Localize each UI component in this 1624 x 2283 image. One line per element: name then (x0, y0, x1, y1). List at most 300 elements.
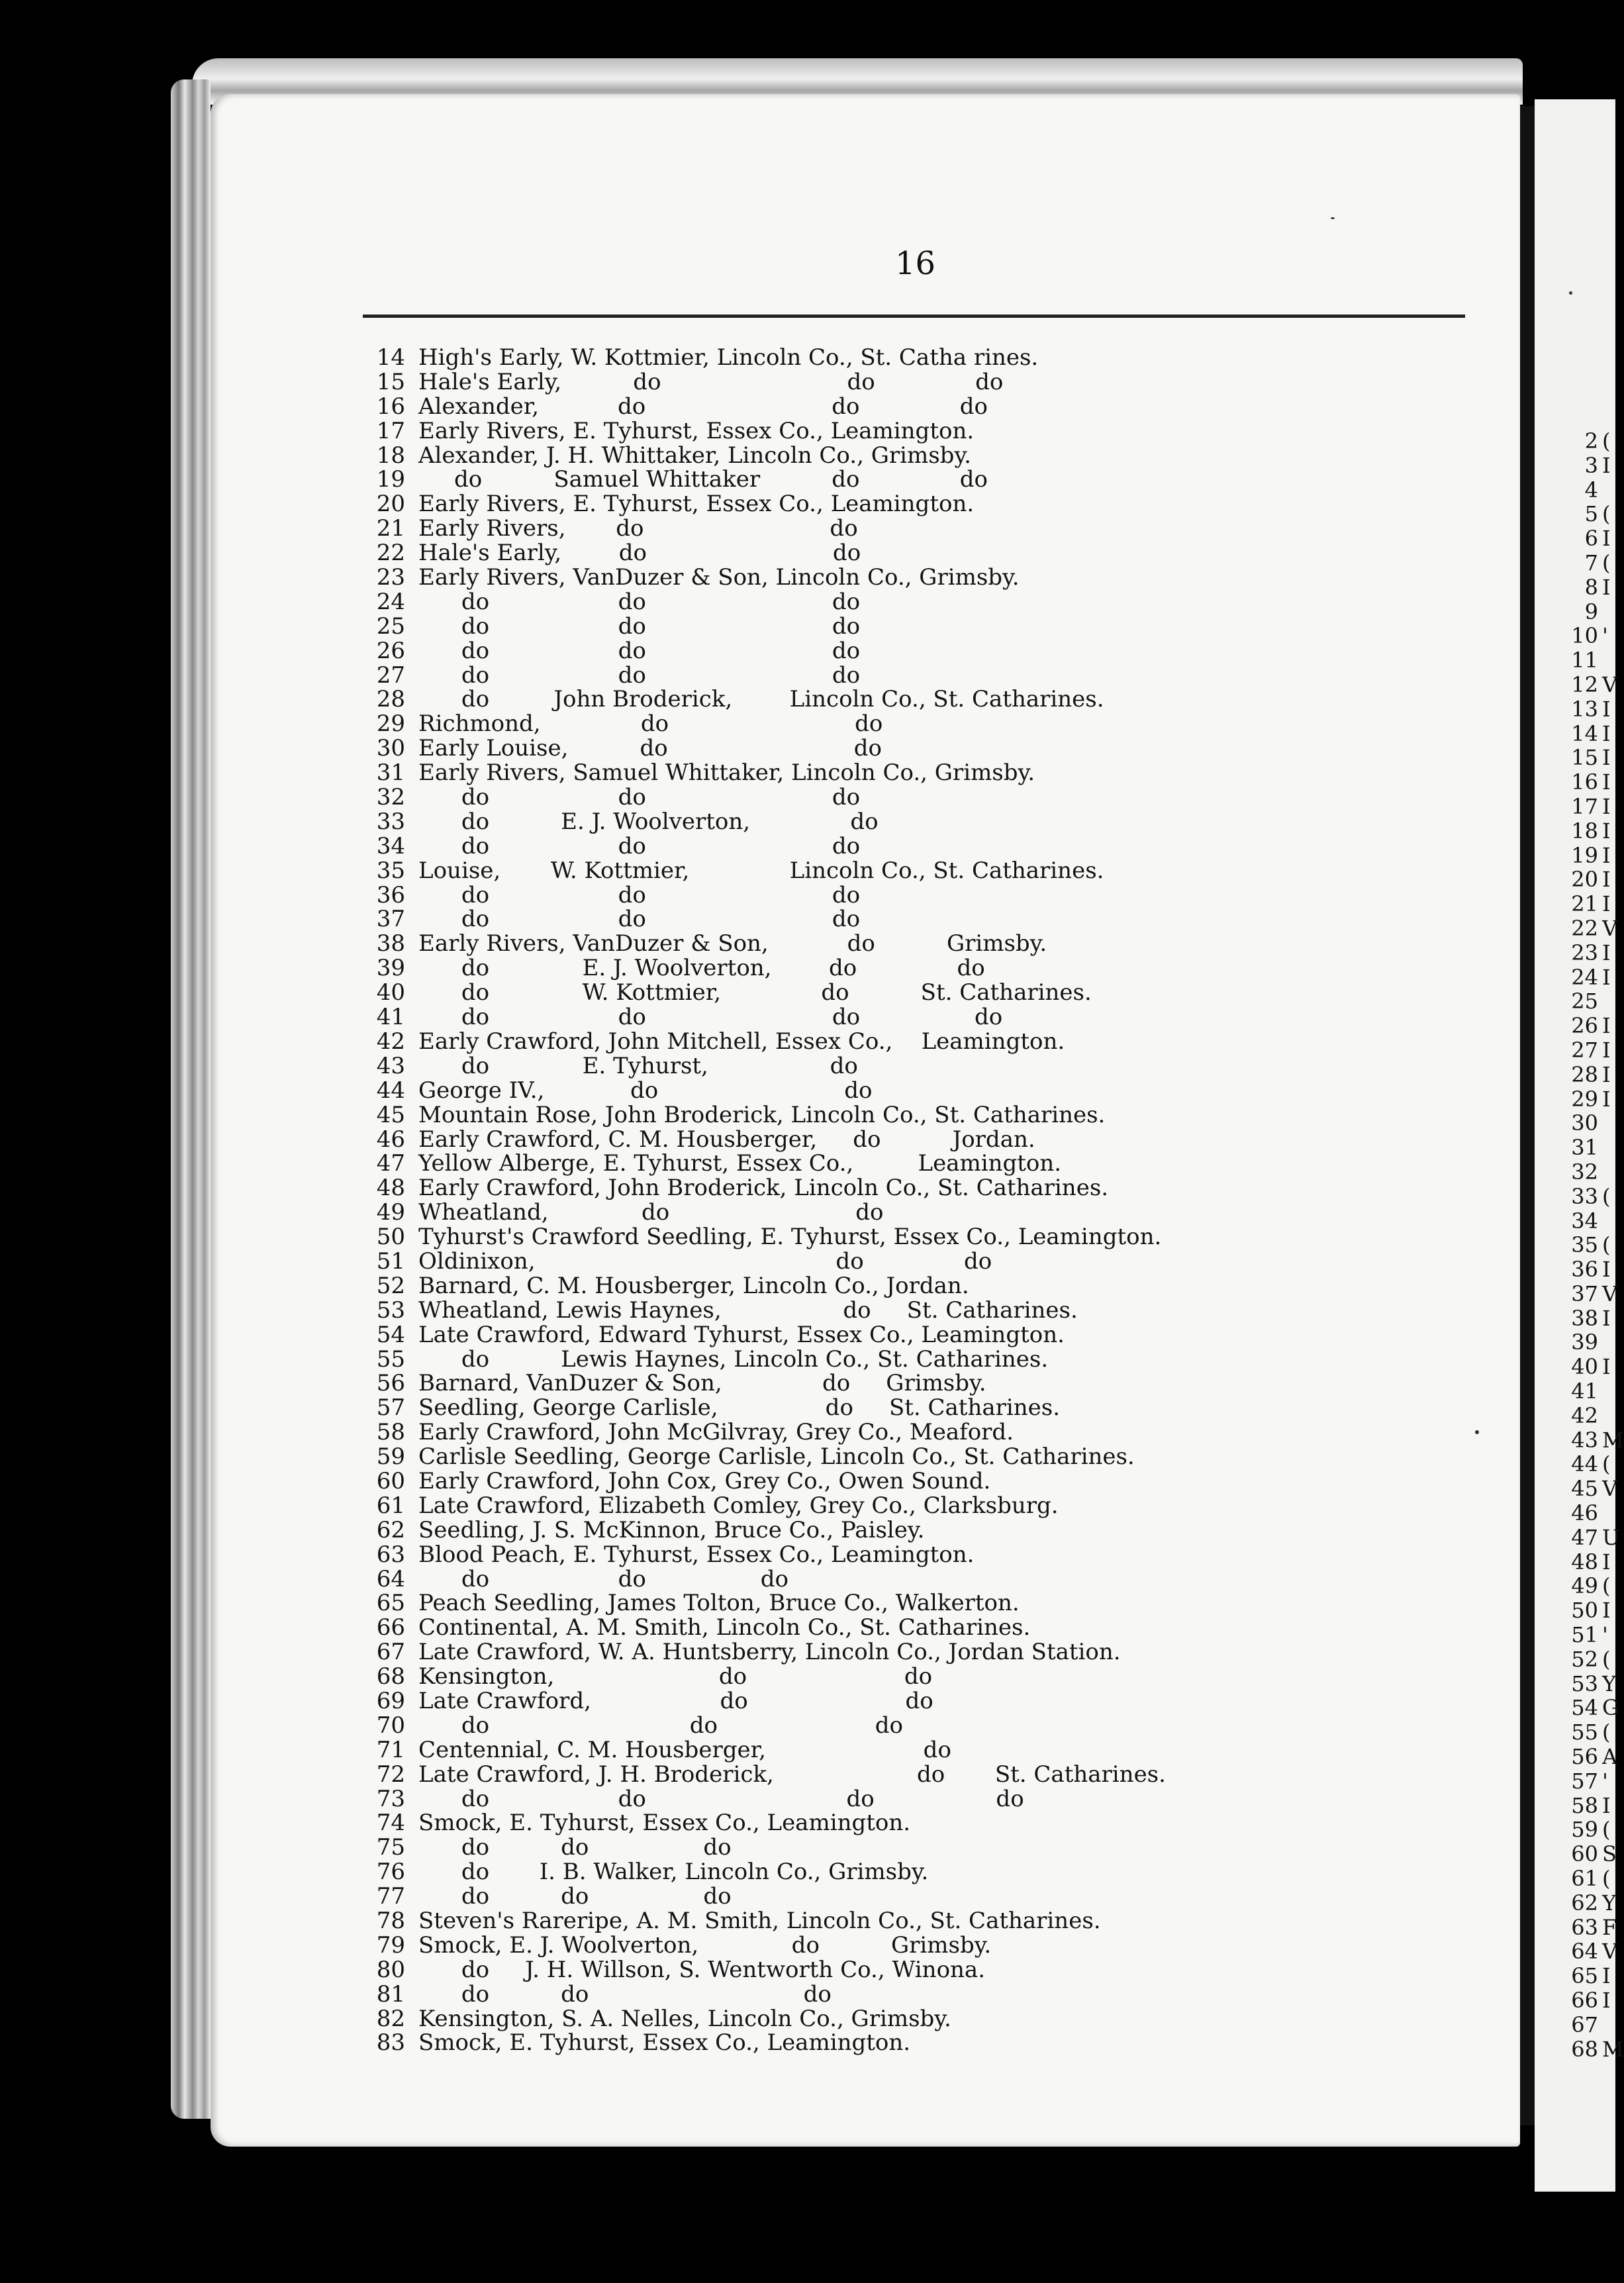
entry-number: 66 (376, 1614, 405, 1641)
right-page-list-item (1537, 916, 1624, 941)
right-page-list-item (1537, 1038, 1624, 1063)
right-entry-text: ( (1602, 428, 1611, 454)
right-entry-text: I (1602, 696, 1611, 722)
right-page-list-item (1537, 867, 1624, 892)
entry-text: do do do (418, 1565, 789, 1592)
right-entry-text: I (1602, 1013, 1611, 1039)
entry-number: 38 (376, 930, 405, 957)
right-entry-text: I (1602, 1549, 1611, 1575)
right-page-list-item (1537, 1964, 1624, 1988)
entry-text: High's Early, W. Kottmier, Lincoln Co., St. Catha rines. (418, 344, 1039, 371)
right-entry-number: 39 (1571, 1330, 1598, 1355)
right-entry-number: 34 (1571, 1208, 1598, 1234)
right-entry-number: 17 (1571, 793, 1598, 819)
list-item (368, 565, 1494, 590)
entry-text: Tyhurst's Crawford Seedling, E. Tyhurst, Essex Co., Leamington. (418, 1224, 1162, 1251)
right-page-list-item (1537, 770, 1624, 795)
right-entry-number: 35 (1571, 1232, 1598, 1258)
right-entry-text: ( (1602, 1866, 1611, 1892)
entry-number: 41 (376, 1004, 405, 1031)
entry-text: do do do (418, 906, 861, 933)
entry-number: 54 (376, 1321, 405, 1348)
right-entry-text: V (1602, 1939, 1618, 1965)
right-entry-number: 18 (1571, 818, 1598, 844)
entry-number: 20 (376, 491, 405, 518)
right-entry-number: 60 (1571, 1841, 1598, 1867)
list-item (368, 1469, 1494, 1494)
right-entry-number: 15 (1571, 745, 1598, 771)
list-item (368, 1933, 1494, 1958)
entry-text: do do do (418, 832, 861, 859)
right-entry-text: I (1602, 745, 1611, 771)
list-item (368, 1396, 1494, 1420)
right-page-list-item (1537, 965, 1624, 990)
right-page-list-item (1537, 1404, 1624, 1428)
entry-text: Early Crawford, John Cox, Grey Co., Owen Sound. (418, 1467, 991, 1494)
entry-number: 78 (376, 1908, 405, 1934)
entry-text: Continental, A. M. Smith, Lincoln Co., St. Catharines. (418, 1614, 1031, 1641)
entry-text: Early Rivers, VanDuzer & Son, Lincoln Co., Grimsby. (418, 564, 1020, 591)
list-item (368, 883, 1494, 908)
right-entry-text: I (1602, 1037, 1611, 1063)
right-page-list-item (1537, 1330, 1624, 1355)
right-entry-text: S (1602, 1841, 1617, 1867)
entry-text: George IV., do do (418, 1077, 873, 1104)
list-item (368, 1420, 1494, 1445)
right-entry-text: ' (1602, 1768, 1608, 1794)
entry-text: Carlisle Seedling, George Carlisle, Lincoln Co., St. Catharines. (418, 1443, 1135, 1471)
entry-text: do E. Tyhurst, do (418, 1052, 858, 1079)
right-entry-number: 6 (1584, 526, 1598, 552)
right-page-list-item (1537, 746, 1624, 770)
right-page-list-item (1537, 1939, 1624, 1964)
entry-text: do Samuel Whittaker do do (418, 466, 988, 493)
right-entry-number: 20 (1571, 867, 1598, 893)
right-entry-text: I (1602, 1598, 1611, 1624)
right-entry-number: 31 (1571, 1135, 1598, 1161)
right-page-list-item (1537, 697, 1624, 722)
entry-number: 46 (376, 1126, 405, 1153)
list-item (368, 1103, 1494, 1128)
list-item (368, 1371, 1494, 1396)
right-entry-text: ( (1602, 1451, 1611, 1477)
entry-number: 49 (376, 1199, 405, 1226)
right-entry-number: 40 (1571, 1354, 1598, 1380)
right-page-list-item (1537, 844, 1624, 868)
entry-number: 76 (376, 1859, 405, 1886)
entry-text: Smock, E. J. Woolverton, do Grimsby. (418, 1931, 992, 1959)
right-page-list-item (1537, 1720, 1624, 1745)
right-page-list-item (1537, 892, 1624, 916)
right-entry-text: ' (1602, 623, 1608, 649)
right-page-list-item (1537, 600, 1624, 624)
list-item (368, 1982, 1494, 2007)
list-item (368, 1811, 1494, 1835)
right-entry-number: 28 (1571, 1061, 1598, 1087)
entry-text: do do do do (418, 1785, 1024, 1812)
list-item (368, 444, 1494, 468)
right-entry-text: A (1602, 1744, 1618, 1770)
right-entry-number: 25 (1571, 989, 1598, 1014)
right-page-list-item (1537, 502, 1624, 526)
entry-text: Late Crawford, Elizabeth Comley, Grey Co., Clarksburg. (418, 1492, 1059, 1519)
entry-text: Wheatland, Lewis Haynes, do St. Catharines. (418, 1296, 1078, 1324)
right-page-list-item (1537, 624, 1624, 648)
right-page-list-item (1537, 1574, 1624, 1598)
entry-number: 71 (376, 1736, 405, 1763)
right-entry-number: 38 (1571, 1305, 1598, 1331)
right-entry-number: 50 (1571, 1598, 1598, 1624)
right-entry-number: 7 (1584, 550, 1598, 575)
entry-text: do do do (418, 1712, 903, 1739)
right-page-list-item (1537, 1867, 1624, 1891)
entry-number: 81 (376, 1980, 405, 2008)
entry-text: Late Crawford, do do (418, 1687, 933, 1714)
right-page-list-item (1537, 2013, 1624, 2037)
right-entry-text: ( (1602, 1232, 1611, 1258)
list-item (368, 541, 1494, 565)
right-page-list-item (1537, 673, 1624, 697)
right-entry-number: 55 (1571, 1720, 1598, 1745)
right-page-list-item (1537, 478, 1624, 503)
right-entry-number: 62 (1571, 1890, 1598, 1916)
right-page-list-item (1537, 1111, 1624, 1136)
list-item (368, 1323, 1494, 1347)
entry-number: 28 (376, 686, 405, 713)
entry-text: do do do (418, 588, 861, 615)
list-item (368, 395, 1494, 419)
right-page-list-item (1537, 1550, 1624, 1575)
entry-number: 15 (376, 368, 405, 395)
entry-text: Wheatland, do do (418, 1199, 884, 1226)
right-entry-text: I (1602, 793, 1611, 819)
list-item (368, 1225, 1494, 1249)
right-entry-text: I (1602, 1354, 1611, 1380)
right-entry-number: 2 (1584, 428, 1598, 454)
right-entry-number: 57 (1571, 1768, 1598, 1794)
entry-number: 34 (376, 832, 405, 859)
entry-number: 44 (376, 1077, 405, 1104)
right-page-list-item (1537, 1672, 1624, 1696)
list-item (368, 639, 1494, 663)
list-item (368, 834, 1494, 859)
entry-text: Blood Peach, E. Tyhurst, Essex Co., Leamington. (418, 1541, 975, 1568)
right-page-list-item (1537, 1891, 1624, 1916)
right-entry-number: 23 (1571, 940, 1598, 965)
right-page-list-item (1537, 1160, 1624, 1185)
list-item (368, 2007, 1494, 2031)
right-page-list-item (1537, 989, 1624, 1014)
list-item (368, 1494, 1494, 1518)
right-entry-text: ( (1602, 1573, 1611, 1599)
list-item (368, 1860, 1494, 1884)
entry-number: 40 (376, 979, 405, 1006)
right-entry-text: M (1602, 2036, 1624, 2062)
right-entry-number: 63 (1571, 1914, 1598, 1940)
right-entry-text: Y (1602, 1671, 1617, 1696)
right-page-list-item (1537, 1136, 1624, 1160)
entry-text: Late Crawford, W. A. Huntsberry, Lincoln Co., Jordan Station. (418, 1639, 1121, 1666)
entry-text: do do do (418, 612, 861, 640)
entry-number: 17 (376, 417, 405, 444)
entry-text: Early Rivers, Samuel Whittaker, Lincoln Co., Grimsby. (418, 759, 1035, 787)
right-page-list-item (1537, 1282, 1624, 1306)
right-entry-number: 9 (1584, 599, 1598, 624)
entry-text: Seedling, George Carlisle, do St. Catharines. (418, 1394, 1061, 1422)
entry-text: do E. J. Woolverton, do do (418, 955, 985, 982)
list-item (368, 2031, 1494, 2055)
paper-speck (1569, 291, 1572, 295)
right-page-list-item (1537, 941, 1624, 965)
right-entry-number: 46 (1571, 1500, 1598, 1526)
right-page-list-item (1537, 1233, 1624, 1257)
right-entry-text: I (1602, 940, 1611, 965)
list-item (368, 1689, 1494, 1714)
entry-number: 52 (376, 1272, 405, 1299)
entry-number: 77 (376, 1883, 405, 1910)
right-entry-text: V (1602, 1281, 1618, 1306)
right-entry-number: 4 (1584, 477, 1598, 503)
right-entry-number: 45 (1571, 1476, 1598, 1502)
entry-text: Late Crawford, J. H. Broderick, do St. Catharines. (418, 1761, 1166, 1788)
right-entry-number: 21 (1571, 891, 1598, 917)
entry-number: 27 (376, 661, 405, 689)
right-page-list-item (1537, 1598, 1624, 1623)
list-item (368, 492, 1494, 516)
entry-number: 62 (376, 1516, 405, 1543)
list-item (368, 614, 1494, 639)
entry-text: do I. B. Walker, Lincoln Co., Grimsby. (418, 1859, 929, 1886)
entry-list (368, 346, 1494, 2055)
list-item (368, 1591, 1494, 1616)
entry-number: 33 (376, 808, 405, 835)
list-item (368, 859, 1494, 883)
list-item (368, 1151, 1494, 1176)
right-entry-text: I (1602, 1257, 1611, 1283)
entry-text: do John Broderick, Lincoln Co., St. Catharines. (418, 686, 1104, 713)
entry-text: Smock, E. Tyhurst, Essex Co., Leamington. (418, 1810, 911, 1837)
entry-text: Early Crawford, John Mitchell, Essex Co., Leamington. (418, 1028, 1065, 1055)
right-entry-text: ( (1602, 1646, 1611, 1672)
entry-text: Hale's Early, do do do (418, 368, 1004, 395)
right-entry-number: 48 (1571, 1549, 1598, 1575)
entry-number: 43 (376, 1052, 405, 1079)
book-page-edges (171, 79, 211, 2119)
right-page-list-item (1537, 1257, 1624, 1282)
list-item (368, 687, 1494, 712)
entry-text: do do do (418, 661, 861, 689)
entry-number: 80 (376, 1956, 405, 1983)
list-item (368, 1005, 1494, 1030)
entry-number: 60 (376, 1467, 405, 1494)
right-page-list-item (1537, 551, 1624, 575)
right-entry-number: 29 (1571, 1086, 1598, 1112)
right-page-list-item (1537, 648, 1624, 673)
right-entry-number: 43 (1571, 1427, 1598, 1453)
right-page-list-item (1537, 1988, 1624, 2013)
right-entry-number: 61 (1571, 1866, 1598, 1892)
right-entry-text: I (1602, 1061, 1611, 1087)
entry-text: Mountain Rose, John Broderick, Lincoln Co., St. Catharines. (418, 1101, 1106, 1128)
right-entry-text: I (1602, 526, 1611, 552)
right-entry-text: U (1602, 1524, 1620, 1550)
list-item (368, 1128, 1494, 1152)
paper-speck (1331, 217, 1335, 219)
right-entry-text: I (1602, 720, 1611, 746)
right-page-list-item (1537, 1355, 1624, 1379)
entry-text: do do do (418, 1834, 732, 1861)
right-page-list-item (1537, 1745, 1624, 1769)
list-item (368, 1030, 1494, 1054)
entry-number: 16 (376, 393, 405, 420)
entry-number: 22 (376, 540, 405, 567)
entry-number: 75 (376, 1834, 405, 1861)
right-page-list-item (1537, 1185, 1624, 1209)
right-entry-text: Y (1602, 1890, 1617, 1916)
right-entry-text: I (1602, 1792, 1611, 1818)
list-item (368, 1543, 1494, 1567)
list-item (368, 1298, 1494, 1323)
right-entry-text: I (1602, 1305, 1611, 1331)
entry-text: Barnard, VanDuzer & Son, do Grimsby. (418, 1370, 986, 1397)
right-page-list-item (1537, 1647, 1624, 1672)
right-entry-number: 51 (1571, 1622, 1598, 1648)
right-entry-text: ( (1602, 550, 1611, 575)
right-entry-number: 22 (1571, 915, 1598, 941)
entry-text: Peach Seedling, James Tolton, Bruce Co., Walkerton. (418, 1590, 1020, 1617)
list-item (368, 590, 1494, 614)
list-item (368, 1445, 1494, 1469)
entry-text: Early Rivers, E. Tyhurst, Essex Co., Leamington. (418, 417, 975, 444)
right-entry-text: I (1602, 1988, 1611, 2013)
list-item (368, 1787, 1494, 1812)
right-entry-text: I (1602, 964, 1611, 990)
entry-number: 42 (376, 1028, 405, 1055)
entry-number: 32 (376, 784, 405, 811)
right-page-list-item (1537, 1818, 1624, 1842)
book-gutter (1520, 106, 1535, 2125)
list-item (368, 712, 1494, 736)
entry-number: 50 (376, 1224, 405, 1251)
entry-number: 21 (376, 515, 405, 542)
right-entry-number: 12 (1571, 671, 1598, 697)
entry-number: 70 (376, 1712, 405, 1739)
right-page-list-item (1537, 1087, 1624, 1112)
right-entry-number: 64 (1571, 1939, 1598, 1965)
right-entry-text: ( (1602, 501, 1611, 527)
list-item (368, 1274, 1494, 1298)
entry-number: 31 (376, 759, 405, 787)
entry-number: 56 (376, 1370, 405, 1397)
right-page-list-item (1537, 1842, 1624, 1867)
entry-text: Smock, E. Tyhurst, Essex Co., Leamington. (418, 2029, 911, 2057)
list-item (368, 1518, 1494, 1543)
entry-number: 67 (376, 1639, 405, 1666)
list-item (368, 1249, 1494, 1274)
right-entry-text: I (1602, 1963, 1611, 1989)
right-entry-number: 11 (1571, 648, 1598, 673)
right-entry-number: 59 (1571, 1817, 1598, 1843)
right-entry-number: 3 (1584, 452, 1598, 478)
right-entry-number: 8 (1584, 574, 1598, 600)
list-item (368, 1884, 1494, 1909)
right-entry-number: 16 (1571, 769, 1598, 795)
right-entry-number: 37 (1571, 1281, 1598, 1306)
list-item (368, 907, 1494, 932)
entry-number: 29 (376, 710, 405, 738)
right-page-list-item (1537, 1452, 1624, 1477)
right-entry-text: V (1602, 915, 1618, 941)
entry-text: do do do (418, 1883, 732, 1910)
right-page-list-item (1537, 1379, 1624, 1404)
entry-number: 47 (376, 1150, 405, 1177)
list-item (368, 1835, 1494, 1860)
right-page-entry-list (1537, 429, 1624, 2061)
right-entry-text: F (1602, 1914, 1617, 1940)
entry-number: 23 (376, 564, 405, 591)
entry-number: 18 (376, 442, 405, 469)
entry-number: 82 (376, 2005, 405, 2032)
entry-number: 58 (376, 1419, 405, 1446)
entry-number: 45 (376, 1101, 405, 1128)
entry-text: Early Crawford, C. M. Housberger, do Jordan. (418, 1126, 1035, 1153)
entry-number: 65 (376, 1590, 405, 1617)
right-entry-number: 27 (1571, 1037, 1598, 1063)
list-item (368, 810, 1494, 834)
entry-number: 19 (376, 466, 405, 493)
header-rule (363, 315, 1465, 318)
entry-number: 36 (376, 881, 405, 908)
right-page-list-item (1537, 2037, 1624, 2062)
entry-number: 55 (376, 1345, 405, 1373)
entry-number: 59 (376, 1443, 405, 1471)
right-entry-text: I (1602, 867, 1611, 893)
entry-number: 68 (376, 1663, 405, 1690)
paper-speck (1475, 1430, 1479, 1434)
right-page-list-item (1537, 1209, 1624, 1234)
right-page-list-item (1537, 1696, 1624, 1720)
right-entry-text: I (1602, 891, 1611, 917)
entry-text: Richmond, do do (418, 710, 883, 738)
entry-number: 26 (376, 637, 405, 664)
right-entry-number: 53 (1571, 1671, 1598, 1696)
entry-text: Late Crawford, Edward Tyhurst, Essex Co., Leamington. (418, 1321, 1065, 1348)
right-entry-text: I (1602, 1086, 1611, 1112)
entry-number: 74 (376, 1810, 405, 1837)
right-page-list-item (1537, 1306, 1624, 1331)
list-item (368, 663, 1494, 688)
entry-text: Seedling, J. S. McKinnon, Bruce Co., Paisley. (418, 1516, 925, 1543)
right-page-list-item (1537, 1623, 1624, 1647)
list-item (368, 956, 1494, 981)
list-item (368, 516, 1494, 541)
entry-text: Oldinixon, do do (418, 1247, 992, 1275)
list-item (368, 1909, 1494, 1933)
entry-text: Centennial, C. M. Housberger, do (418, 1736, 951, 1763)
right-page-list-item (1537, 575, 1624, 600)
entry-number: 61 (376, 1492, 405, 1519)
right-page-list-item (1537, 1769, 1624, 1794)
entry-text: Hale's Early, do do (418, 540, 861, 567)
entry-number: 63 (376, 1541, 405, 1568)
right-entry-text: ( (1602, 1817, 1611, 1843)
right-entry-text: ' (1602, 1622, 1608, 1648)
right-page-list-item (1537, 1916, 1624, 1940)
right-entry-text: I (1602, 452, 1611, 478)
right-entry-number: 24 (1571, 964, 1598, 990)
right-entry-text: I (1602, 818, 1611, 844)
list-item (368, 1567, 1494, 1592)
